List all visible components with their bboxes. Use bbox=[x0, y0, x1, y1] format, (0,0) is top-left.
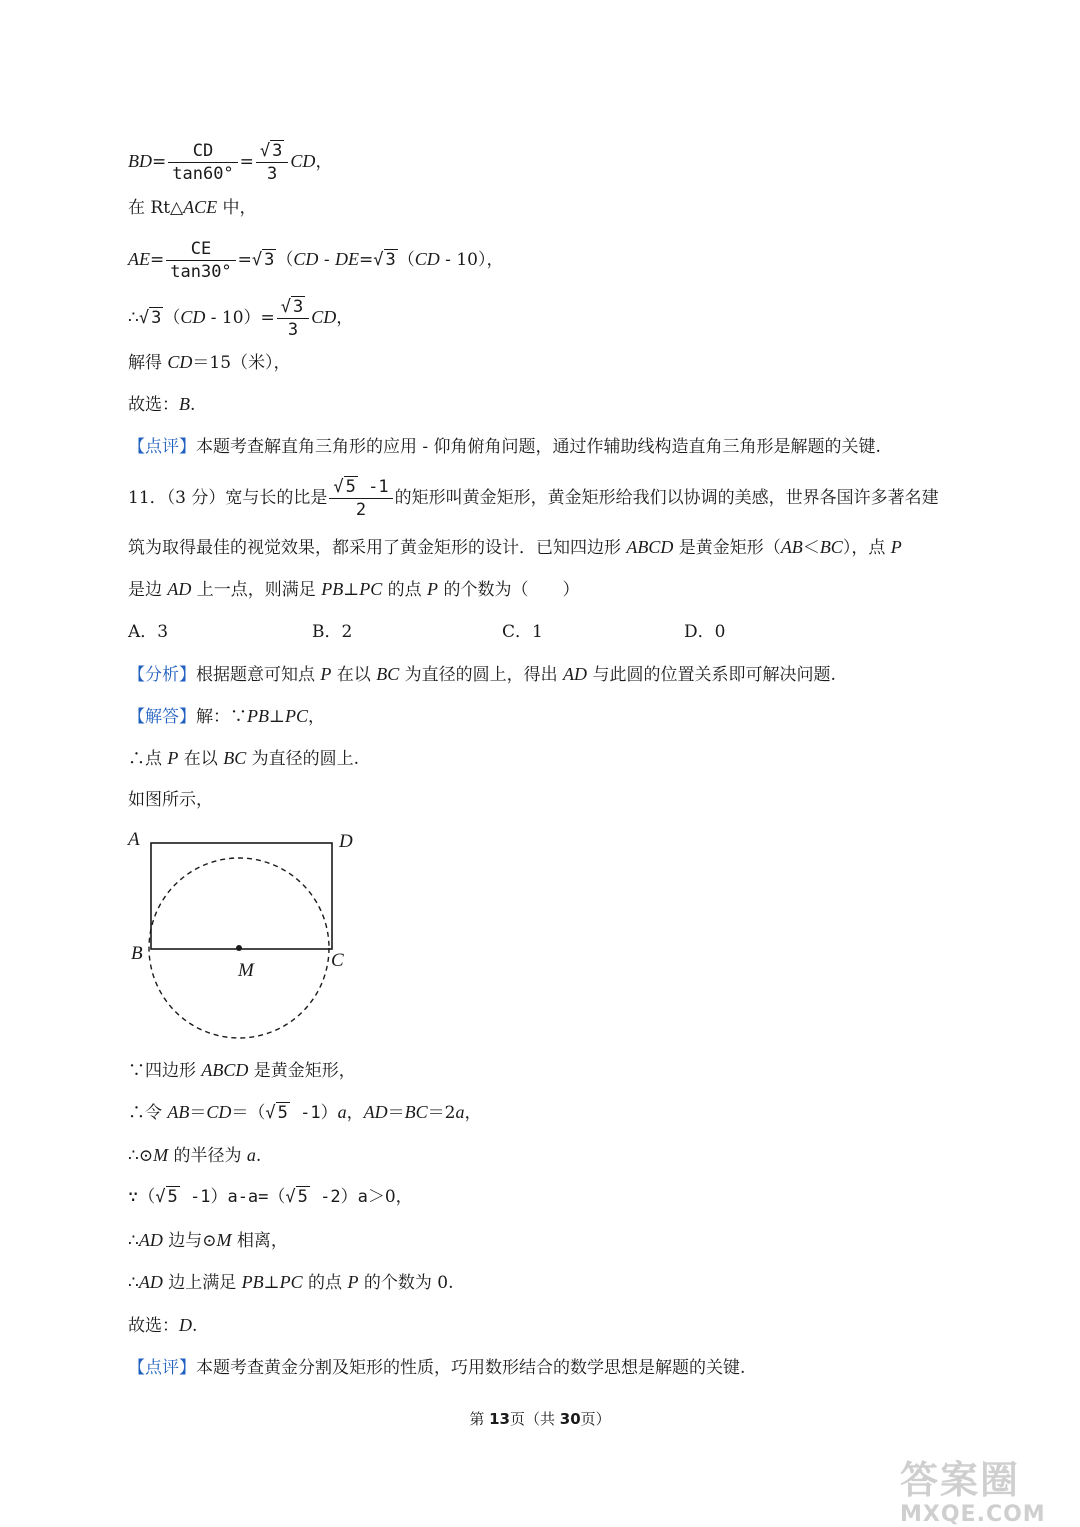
answer-line-10: 故选：D. bbox=[128, 1315, 198, 1336]
answer-line-3: 如图所示， bbox=[128, 790, 213, 810]
equation-therefore: ∴√ 3 （CD - 10）= $\frac{√ 3}{3}$ CD， bbox=[128, 297, 354, 340]
fraction-sqrt3-over-3: $\frac{√ 3}{3}$ bbox=[277, 296, 310, 341]
equation-bd: BD= $\frac{CD}{\tan 60^\circ}$ = $\frac{√ 3}{3}$ CD， bbox=[128, 141, 333, 184]
fraction-golden-ratio: $\frac{√ 5 -1}{2}$ bbox=[329, 476, 392, 521]
label-m: M bbox=[238, 960, 254, 981]
page-footer: 第 13页（共 30页） bbox=[469, 1410, 611, 1428]
option-a: A．3 bbox=[128, 622, 169, 642]
point-m bbox=[236, 945, 242, 951]
question-11-line1: 11．（3 分）宽与长的比是 $\frac{√ 5 -1}{2}$ 的矩形叫黄金矩形，黄金矩形给我们以协调的美感，世界各国许多著名建 bbox=[128, 477, 939, 520]
analysis-tag: 【分析】 bbox=[128, 665, 196, 685]
text-solve-cd: 解得 CD＝15（米）， bbox=[128, 352, 291, 373]
answer-line-6: ∴⊙M 的半径为 a. bbox=[128, 1145, 262, 1166]
option-b: B．2 bbox=[312, 622, 353, 642]
question-11-line2: 筑为取得最佳的视觉效果，都采用了黄金矩形的设计．已知四边形 ABCD 是黄金矩形（AB＜BC），点 P bbox=[128, 537, 902, 558]
answer-line-2: ∴点 P 在以 BC 为直径的圆上. bbox=[128, 748, 360, 769]
rectangle-abcd bbox=[151, 843, 332, 949]
answer-options bbox=[128, 620, 1028, 644]
text-in-rt-ace: 在 Rt△ACE 中， bbox=[128, 197, 257, 218]
answer-line-9: ∴AD 边上满足 PB⊥PC 的点 P 的个数为 0. bbox=[128, 1272, 454, 1293]
answer-line: 【解答】解：∵PB⊥PC， bbox=[128, 706, 326, 727]
label-c: C bbox=[331, 950, 344, 971]
option-c: C．1 bbox=[502, 622, 543, 642]
label-a: A bbox=[128, 829, 140, 850]
comment-1: 【点评】本题考查解直角三角形的应用 - 仰角俯角问题，通过作辅助线构造直角三角形是解题的关键. bbox=[128, 437, 881, 457]
label-b: B bbox=[131, 943, 143, 964]
fraction-sqrt3-over-3: $\frac{√ 3}{3}$ bbox=[256, 140, 289, 185]
comment-2: 【点评】本题考查黄金分割及矩形的性质，巧用数形结合的数学思想是解题的关键. bbox=[128, 1358, 746, 1378]
equation-ae: AE= $\frac{CE}{\tan 30^\circ}$ =√ 3 （CD - DE=√ 3 （CD - 10）， bbox=[128, 239, 504, 282]
geometry-figure bbox=[120, 825, 360, 1040]
answer-tag: 【解答】 bbox=[128, 707, 196, 727]
answer-line-8: ∴AD 边与⊙M 相离， bbox=[128, 1230, 288, 1251]
answer-line-5: ∴令 AB＝CD＝（√ 5 -1）a，AD＝BC＝2a， bbox=[128, 1102, 482, 1123]
option-d: D．0 bbox=[684, 622, 726, 642]
page-total: 30 bbox=[559, 1410, 581, 1428]
answer-line-4: ∵四边形 ABCD 是黄金矩形， bbox=[128, 1060, 356, 1081]
answer-line-7: ∵（√ 5 -1）a-a=（√ 5 -2）a＞0， bbox=[128, 1187, 413, 1207]
page-number: 13 bbox=[489, 1410, 510, 1428]
comment-tag: 【点评】 bbox=[128, 437, 196, 457]
question-11-line3: 是边 AD 上一点，则满足 PB⊥PC 的点 P 的个数为（ ） bbox=[128, 579, 580, 600]
comment-tag: 【点评】 bbox=[128, 1358, 196, 1378]
watermark-logo: 答案圈 MXQE.COM bbox=[900, 1458, 1046, 1527]
analysis-line: 【分析】根据题意可知点 P 在以 BC 为直径的圆上，得出 AD 与此圆的位置关系即可解决问题. bbox=[128, 664, 836, 685]
fraction-cd-tan60: $\frac{CD}{\tan 60^\circ}$ bbox=[168, 140, 237, 185]
fraction-ce-tan30: $\frac{CE}{\tan 30^\circ}$ bbox=[166, 238, 235, 283]
label-d: D bbox=[339, 831, 353, 852]
text-choice-b: 故选：B. bbox=[128, 394, 196, 415]
